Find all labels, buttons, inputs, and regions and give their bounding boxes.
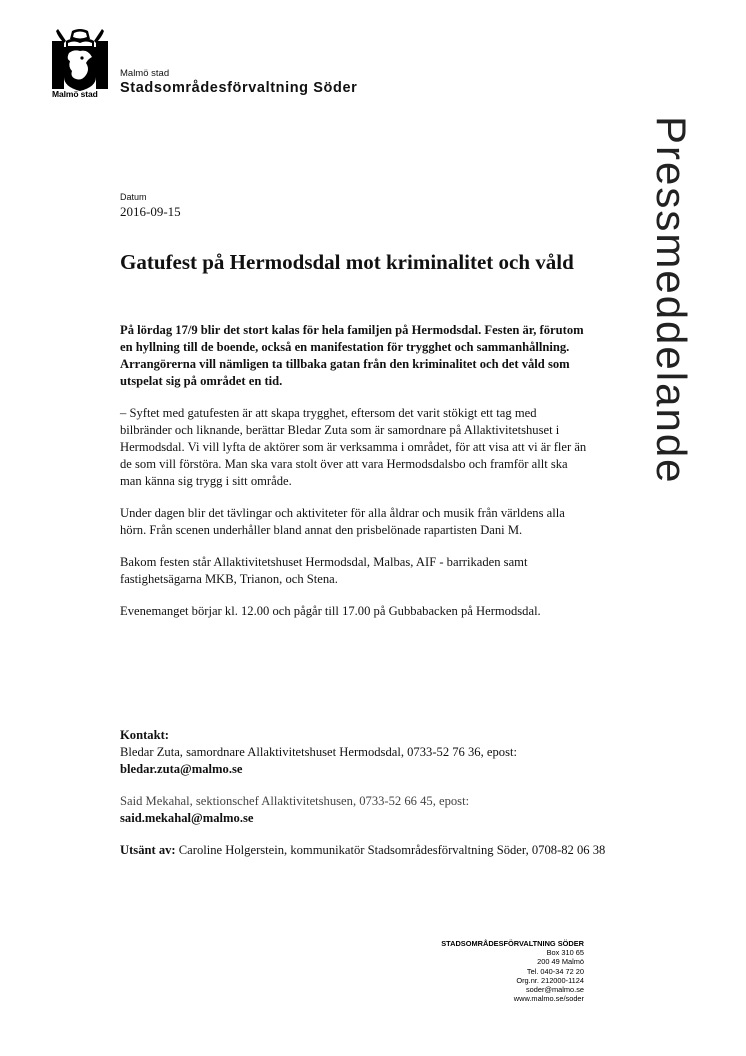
activities-paragraph: Under dagen blir det tävlingar och aktiviteter för alla åldrar och musik från världens alla hörn. Från scenen underhåller bland annat den prisbelönade rapartisten Dani M. [120,506,565,537]
side-label: Pressmeddelande [648,116,695,485]
sent-by-label: Utsänt av: [120,843,176,857]
footer-tel: Tel. 040-34 72 20 [526,966,584,976]
date-label: Datum [120,192,147,202]
side-label-container [641,116,701,556]
sent-by-text: Caroline Holgerstein, kommunikatör Stadsområdesförvaltning Söder, 0708-82 06 38 [175,843,606,857]
press-release-title: Gatufest på Hermodsdal mot kriminalitet och våld [120,250,574,274]
quote-paragraph: – Syftet med gatufesten är att skapa trygghet, eftersom det varit stökigt ett tag med bilbränder och liknande, berättar Bledar Zuta som är samordnare på Allaktivitetshuset i Hermodsdal. Vi vill lyfta de aktörer som är verksamma i området, för att visa att vi är fler än de som vill förstöra. Man ska vara stolt över att vara Hermodsdalsbo och framför allt ska man känna sig trygg i sitt område. [120,406,587,488]
footer-box: Box 310 65 [546,948,584,958]
footer-web[interactable]: www.malmo.se/soder [513,994,584,1004]
time-paragraph: Evenemanget börjar kl. 12.00 och pågår till 17.00 på Gubbabacken på Hermodsdal. [120,604,541,618]
footer-orgnr: Org.nr. 212000-1124 [516,975,584,985]
contact-1-email[interactable]: bledar.zuta@malmo.se [120,762,243,776]
org-name-small: Malmö stad [120,68,170,79]
footer-org: STADSOMRÅDESFÖRVALTNING SÖDER [441,939,584,948]
contact-heading: Kontakt: [120,728,169,742]
organizers-paragraph: Bakom festen står Allaktivitetshuset Hermodsdal, Malbas, AIF - barrikaden samt fastighetsägarna MKB, Trianon, och Stena. [120,555,528,586]
contact-2-email[interactable]: said.mekahal@malmo.se [120,811,254,825]
date-value: 2016-09-15 [120,204,181,219]
press-release-body [120,322,590,635]
footer-postal: 200 49 Malmö [537,957,584,967]
contact-2-text: Said Mekahal, sektionschef Allaktivitetshusen, 0733-52 66 45, epost: [120,794,470,808]
org-name-department: Stadsområdesförvaltning Söder [120,80,358,96]
contact-section [120,727,610,874]
contact-1-text: Bledar Zuta, samordnare Allaktivitetshuset Hermodsdal, 0733-52 76 36, epost: [120,745,517,759]
lead-paragraph: På lördag 17/9 blir det stort kalas för hela familjen på Hermodsdal. Festen är, förutom en hyllning till de boende, också en manifestation för trygghet och sammanhållning. Arrangörerna vill nämligen ta tillbaka gatan från den kriminalitet och det våld som utspelat sig på området en tid. [120,323,584,388]
footer-address [360,939,584,1003]
logo-caption: Malmö stad [52,89,98,99]
footer-email[interactable]: soder@malmo.se [525,985,584,995]
